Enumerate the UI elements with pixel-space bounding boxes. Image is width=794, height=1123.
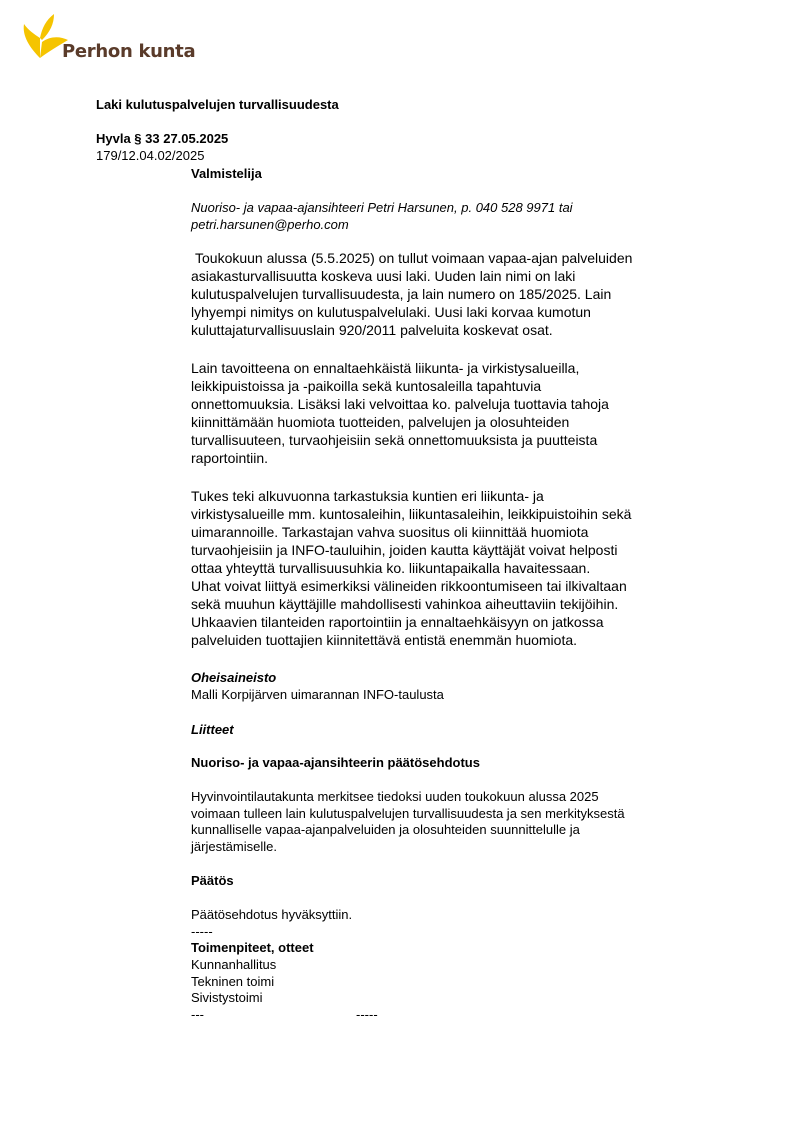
decision-heading: Päätös xyxy=(191,873,234,888)
meeting-reference: Hyvla § 33 27.05.2025 xyxy=(96,131,229,146)
actions-section xyxy=(191,939,701,1024)
actions-heading: Toimenpiteet, otteet xyxy=(191,940,314,955)
text-line: kuluttajaturvallisuuslain 920/2011 palveluita koskevat osat. xyxy=(191,322,553,338)
text-line: turvallisuuteen, turvaohjeisiin sekä onnettomuuksista ja puutteista xyxy=(191,432,598,448)
action-item: Tekninen toimi xyxy=(191,973,275,989)
preparer-heading: Valmistelija xyxy=(191,166,262,181)
text-line: voimaan tulleen lain kulutuspalvelujen turvallisuudesta ja sen merkityksestä xyxy=(191,805,625,821)
text-line: raportointiin. xyxy=(191,450,269,466)
body-paragraph-2 xyxy=(191,359,701,467)
text-line: asiakasturvallisuutta koskeva uusi laki. Uuden lain nimi on laki xyxy=(191,268,576,284)
text-line: palveluiden tuottajien kiinnitettävä entistä enemmän huomiota. xyxy=(191,632,578,648)
action-item: Kunnanhallitus xyxy=(191,957,277,972)
logo-text: Perhon kunta xyxy=(62,41,196,62)
body-paragraph-3 xyxy=(191,487,701,649)
text-line: turvaohjeisiin ja INFO-tauluihin, joiden kautta käyttäjät voivat helposti xyxy=(191,542,618,558)
preparer-section xyxy=(191,165,701,233)
text-line: Tukes teki alkuvuonna tarkastuksia kuntien eri liikunta- ja xyxy=(191,488,544,504)
text-line: virkistysalueille mm. kuntosaleihin, liikuntasaleihin, leikkipuistoihin sekä xyxy=(191,506,632,522)
text-line: leikkipuistoissa ja -paikoilla sekä kuntosaleilla tapahtuvia xyxy=(191,378,542,394)
text-line: kiinnittämään huomiota tuotteiden, palvelujen ja olosuhteiden xyxy=(191,414,570,430)
perho-logo xyxy=(20,14,196,64)
text-line: ottaa yhteyttä turvallisuusuhkia ko. liikuntapaikalla havaitessaan. xyxy=(191,560,591,576)
text-line: sekä muuhun käyttäjille mahdollisesti vahinkoa aiheuttaviin tekijöihin. xyxy=(191,596,619,612)
oheisaineisto-heading: Oheisaineisto xyxy=(191,670,277,685)
text-line: Toukokuun alussa (5.5.2025) on tullut voimaan vapaa-ajan palveluiden xyxy=(195,250,633,266)
document-number: 179/12.04.02/2025 xyxy=(96,148,205,163)
proposal-section xyxy=(191,754,701,855)
text-line: kulutuspalvelujen turvallisuudesta, ja lain numero on 185/2025. Lain xyxy=(191,286,612,302)
text-line: lyhyempi nimitys on kulutuspalvelulaki. Uusi laki korvaa kumotun xyxy=(191,304,591,320)
body-paragraph-1 xyxy=(191,249,701,339)
action-item: Sivistystoimi xyxy=(191,990,263,1006)
decision-section xyxy=(191,872,701,940)
text-line: Lain tavoitteena on ennaltaehkäistä liikunta- ja virkistysalueilla, xyxy=(191,360,580,376)
end-marker-right: ----- xyxy=(356,1006,378,1022)
oheisaineisto-item: Malli Korpijärven uimarannan INFO-taulusta xyxy=(191,687,444,702)
attachments-section xyxy=(191,669,701,739)
liitteet-heading: Liitteet xyxy=(191,721,234,737)
proposal-heading: Nuoriso- ja vapaa-ajansihteerin päätösehdotus xyxy=(191,755,480,770)
decision-separator: ----- xyxy=(191,923,213,939)
text-line: onnettomuuksia. Lisäksi laki velvoittaa ko. palveluja tuottavia tahoja xyxy=(191,396,609,412)
text-line: uimarannoille. Tarkastajan vahva suositus oli kiinnittää huomiota xyxy=(191,524,589,540)
text-line: järjestämiselle. xyxy=(191,838,277,854)
preparer-email: petri.harsunen@perho.com xyxy=(191,217,349,232)
text-line: Uhkaavien tilanteiden raportointiin ja ennaltaehkäisyyn on jatkossa xyxy=(191,614,604,630)
text-line: Hyvinvointilautakunta merkitsee tiedoksi uuden toukokuun alussa 2025 xyxy=(191,789,599,804)
preparer-line: Nuoriso- ja vapaa-ajansihteeri Petri Harsunen, p. 040 528 9971 tai xyxy=(191,200,573,215)
text-line: Uhat voivat liittyä esimerkiksi välineiden rikkoontumiseen tai ilkivaltaan xyxy=(191,578,627,594)
end-marker-left: --- xyxy=(191,1006,204,1022)
document-title: Laki kulutuspalvelujen turvallisuudesta xyxy=(96,97,339,112)
decision-text: Päätösehdotus hyväksyttiin. xyxy=(191,907,353,922)
text-line: kunnalliselle vapaa-ajanpalveluiden ja olosuhteiden suunnittelulle ja xyxy=(191,822,580,838)
